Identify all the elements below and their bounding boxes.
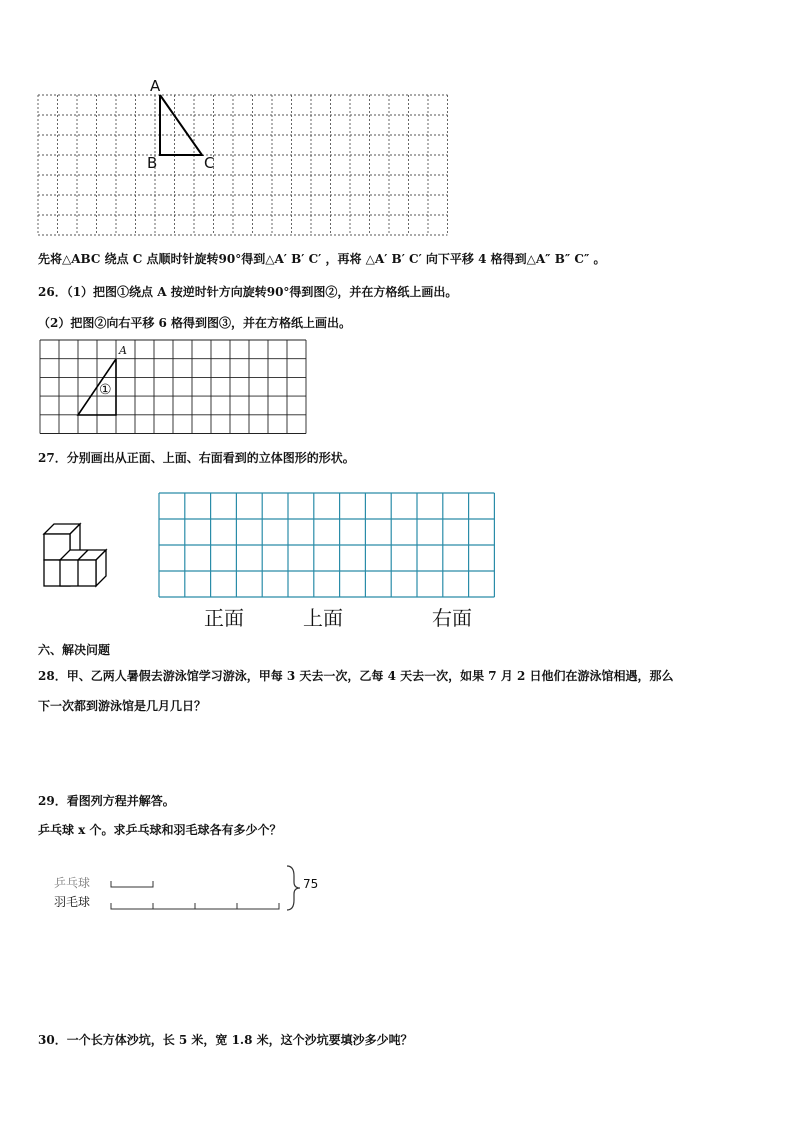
- vertex-label-c: C: [204, 154, 215, 172]
- question-26-part2: （2）把图②向右平移 6 格得到图③，并在方格纸上画出。: [38, 316, 352, 330]
- teal-view-grid: [0, 0, 794, 120]
- question-29-line1: 29．看图列方程并解答。: [38, 794, 175, 808]
- label-pingpong: 乒乓球: [54, 876, 91, 890]
- total-value: 75: [303, 877, 319, 891]
- shape-label-1: ①: [99, 382, 112, 398]
- question-27-text: 27．分别画出从正面、上面、右面看到的立体图形的形状。: [38, 451, 355, 465]
- question-30-text: 30．一个长方体沙坑，长 5 米，宽 1.8 米，这个沙坑要填沙多少吨？: [38, 1033, 413, 1047]
- question-28-line2: 下一次都到游泳馆是几月几日？: [38, 699, 207, 713]
- line-segment-diagram: [0, 860, 794, 920]
- vertex-label-b: B: [147, 154, 158, 172]
- question-26-part1: 26．（1）把图①绕点 A 按逆时针方向旋转90°得到图②，并在方格纸上画出。: [38, 285, 458, 299]
- question-25-text: 先将△ABC 绕点 C 点顺时针旋转90°得到△A′ B′ C′ ，再将 △A′ B′ C′ 向下平移 4 格得到△A″ B″ C″ 。: [38, 252, 606, 266]
- section-6-heading: 六、解决问题: [38, 643, 111, 657]
- cube-stack-figure: [38, 520, 118, 600]
- question-29-line2: 乒乓球 x 个。求乒乓球和羽毛球各有多少个？: [38, 823, 282, 837]
- label-badminton: 羽毛球: [54, 895, 91, 909]
- point-label-a: A: [119, 344, 127, 357]
- label-right-view: 右面: [432, 606, 472, 630]
- question-28-line1: 28．甲、乙两人暑假去游泳馆学习游泳，甲每 3 天去一次，乙每 4 天去一次，如果 7 月 2 日他们在游泳馆相遇，那么: [38, 669, 674, 683]
- label-top-view: 上面: [303, 606, 343, 630]
- label-front-view: 正面: [204, 606, 244, 630]
- vertex-label-a: A: [150, 77, 161, 95]
